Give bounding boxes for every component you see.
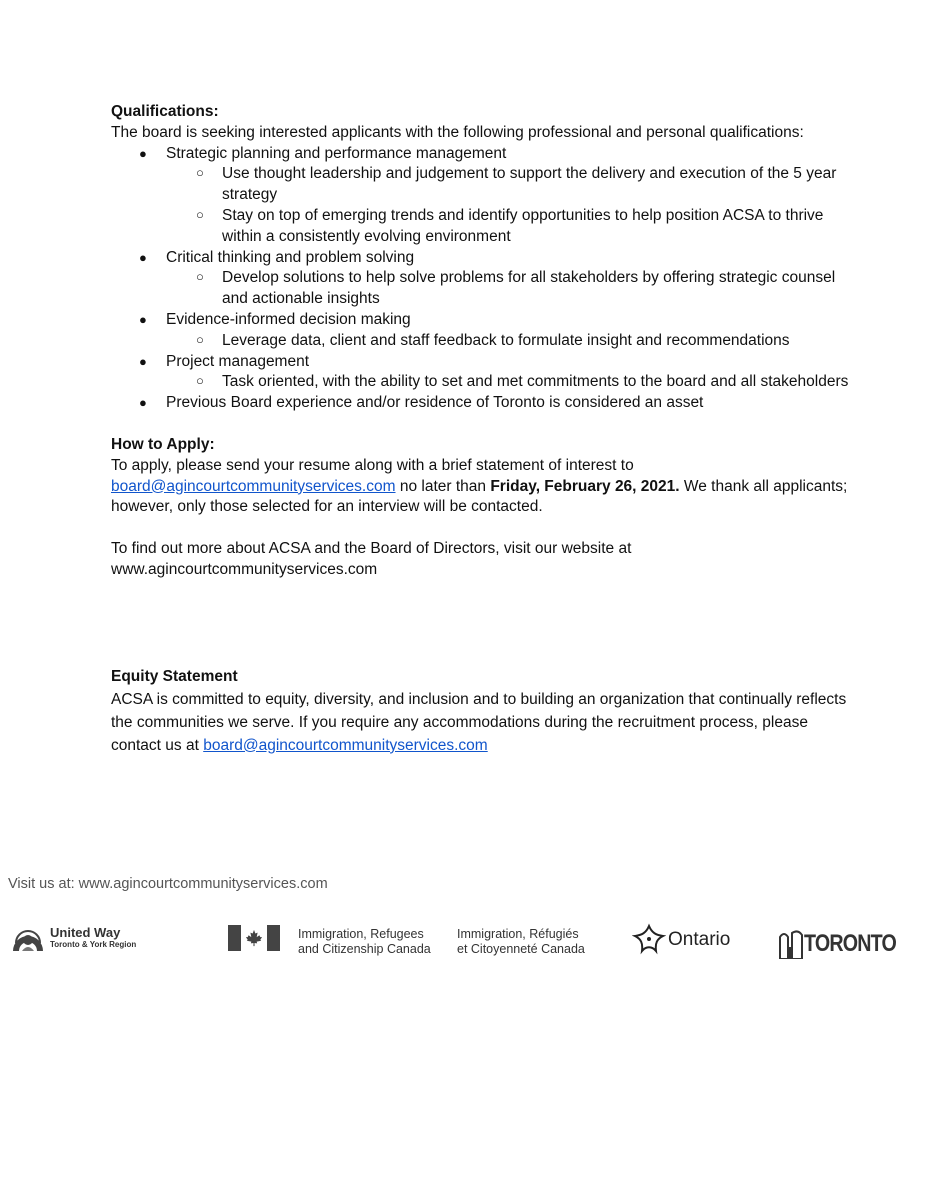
sub-list — [166, 268, 851, 310]
canada-flag-icon — [228, 925, 280, 951]
ircc-en-line2: and Citizenship Canada — [298, 942, 431, 956]
ircc-english-logo — [298, 927, 431, 957]
sub-list-item — [166, 372, 851, 393]
united-way-region: Toronto & York Region — [50, 940, 137, 949]
bullet-icon: ● — [139, 145, 147, 161]
maple-leaf-icon — [245, 929, 263, 947]
city-hall-icon — [778, 929, 804, 959]
list-item — [111, 393, 851, 414]
ircc-fr-line1: Immigration, Réfugiés — [457, 927, 579, 941]
ontario-wordmark: Ontario — [668, 929, 731, 950]
canada-flag-logo — [228, 925, 280, 951]
bullet-icon: ● — [139, 353, 147, 369]
apply-deadline: Friday, February 26, 2021. — [490, 477, 680, 495]
equity-heading: Equity Statement — [111, 667, 238, 685]
sub-list-item-text: Stay on top of emerging trends and identify opportunities to help position ACSA to thrive within a consistently evolving environment — [222, 206, 824, 245]
apply-email-link[interactable]: board@agincourtcommunityservices.com — [111, 477, 396, 495]
apply-text-before: To apply, please send your resume along with a brief statement of interest to — [111, 456, 634, 474]
list-item-text: Evidence-informed decision making — [166, 310, 411, 328]
footer-visit-text: Visit us at: www.agincourtcommunityservices.com — [8, 876, 328, 892]
more-info-text: To find out more about ACSA and the Board of Directors, visit our website at www.agincourtcommunityservices.com — [111, 540, 632, 578]
united-way-hand-icon — [10, 921, 46, 955]
bullet-icon: ● — [139, 249, 147, 265]
united-way-name: United Way — [50, 925, 121, 940]
circle-bullet-icon: ○ — [196, 269, 204, 285]
sub-list-item-text: Develop solutions to help solve problems for all stakeholders by offering strategic counsel and actionable insights — [222, 269, 836, 308]
sub-list-item — [166, 206, 851, 248]
list-item-text: Project management — [166, 352, 310, 370]
list-item-text: Strategic planning and performance management — [166, 144, 507, 162]
partner-logos — [0, 915, 938, 975]
qualifications-list — [111, 144, 851, 414]
trillium-icon — [632, 923, 666, 957]
apply-text-mid: no later than — [399, 477, 487, 495]
list-item — [111, 352, 851, 394]
list-item — [111, 144, 851, 248]
ontario-logo — [632, 923, 730, 957]
sub-list — [166, 164, 851, 247]
bullet-icon: ● — [139, 311, 147, 327]
bullet-icon: ● — [139, 395, 147, 411]
apply-heading: How to Apply: — [111, 435, 215, 453]
document-body — [111, 102, 851, 757]
sub-list-item-text: Leverage data, client and staff feedback to formulate insight and recommendations — [222, 331, 790, 349]
sub-list-item-text: Task oriented, with the ability to set and met commitments to the board and all stakeholders — [222, 373, 849, 391]
sub-list — [166, 372, 851, 393]
circle-bullet-icon: ○ — [196, 373, 204, 389]
equity-email-link[interactable]: board@agincourtcommunityservices.com — [203, 736, 488, 754]
toronto-logo — [778, 929, 916, 959]
list-item-text: Critical thinking and problem solving — [166, 248, 415, 266]
sub-list-item — [166, 268, 851, 310]
circle-bullet-icon: ○ — [196, 165, 204, 181]
list-item — [111, 310, 851, 352]
sub-list-item — [166, 164, 851, 206]
sub-list-item — [166, 331, 851, 352]
sub-list — [166, 331, 851, 352]
equity-text: ACSA is committed to equity, diversity, and inclusion and to building an organization that continually reflects the communities we serve. If you require any accommodations during the recruitment process, please contact us at — [111, 690, 847, 754]
circle-bullet-icon: ○ — [196, 206, 204, 222]
list-item-text: Previous Board experience and/or residence of Toronto is considered an asset — [166, 394, 704, 412]
qualifications-intro: The board is seeking interested applicants with the following professional and personal qualifications: — [111, 123, 804, 141]
qualifications-heading: Qualifications: — [111, 103, 219, 120]
toronto-wordmark: TORONTO — [804, 930, 896, 957]
apply-text-after: We thank all applicants; however, only those selected for an interview will be contacted. — [111, 477, 848, 516]
apply-paragraph — [111, 456, 851, 518]
united-way-logo — [10, 921, 136, 955]
list-item — [111, 248, 851, 310]
ircc-fr-line2: et Citoyenneté Canada — [457, 942, 585, 956]
circle-bullet-icon: ○ — [196, 331, 204, 347]
sub-list-item-text: Use thought leadership and judgement to support the delivery and execution of the 5 year strategy — [222, 165, 837, 204]
ircc-french-logo — [457, 927, 585, 957]
ircc-en-line1: Immigration, Refugees — [298, 927, 424, 941]
equity-paragraph — [111, 688, 851, 757]
